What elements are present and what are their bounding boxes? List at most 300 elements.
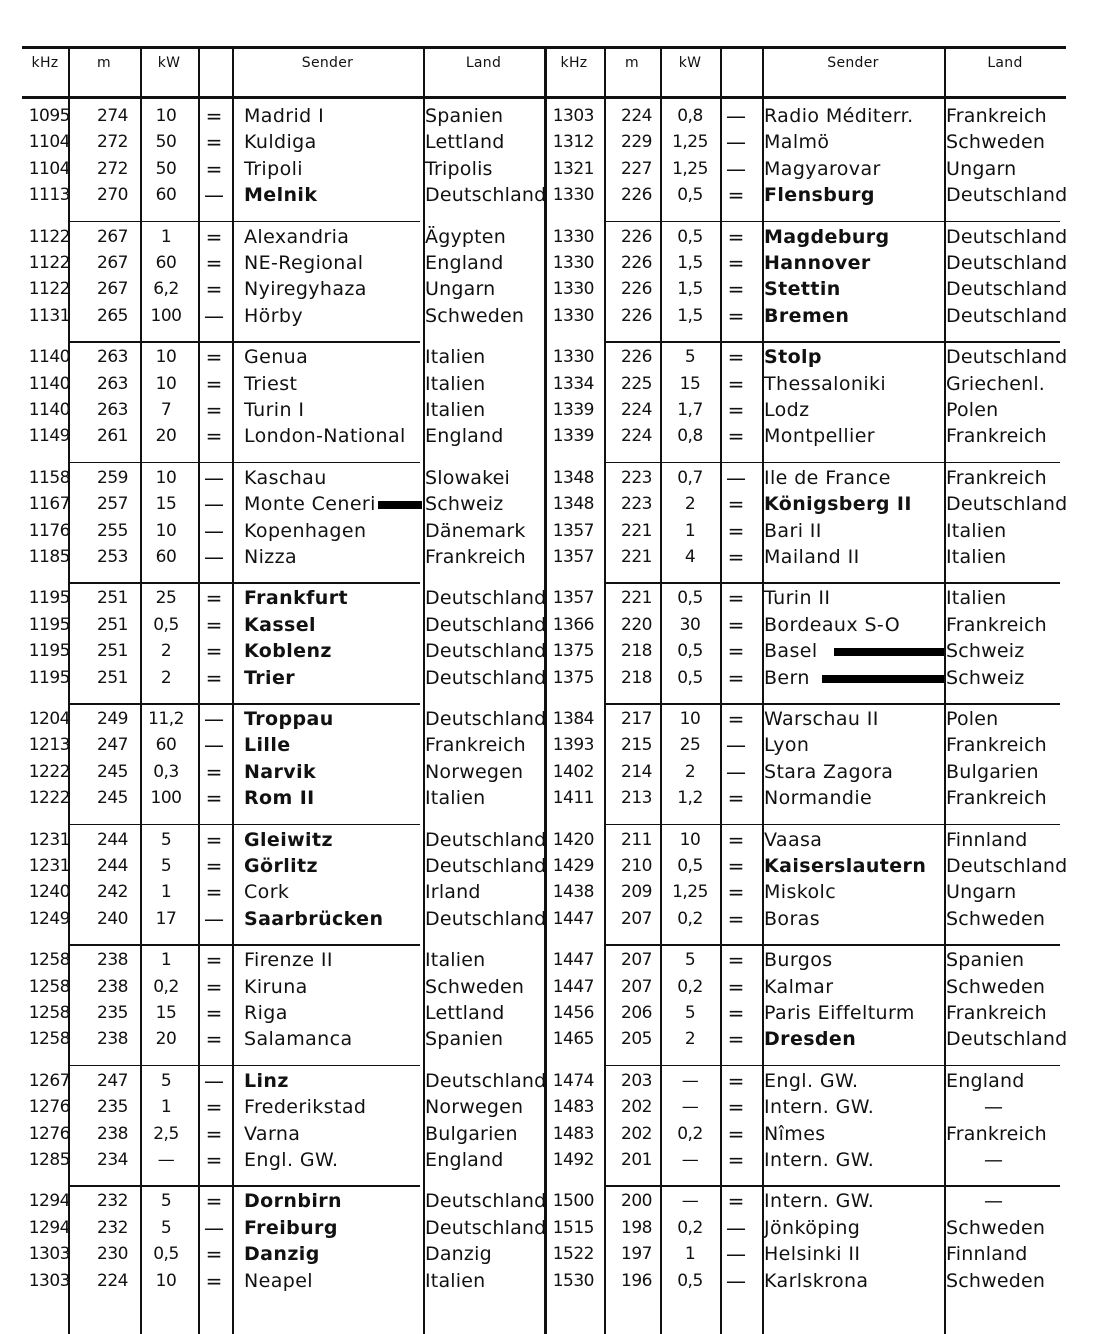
sender-name: Hörby xyxy=(244,304,304,327)
power-value: 4 xyxy=(684,547,696,567)
power-value: 0,2 xyxy=(153,976,179,997)
wavelength-value: 202 xyxy=(621,1097,652,1118)
wavelength-value: 270 xyxy=(97,185,128,206)
sync-symbol: = xyxy=(205,1001,223,1025)
power-value: 11,2 xyxy=(148,709,184,729)
khz-value: 1294 xyxy=(28,1191,70,1212)
sender-name: Engl. GW. xyxy=(244,1149,339,1171)
country-name: Tripolis xyxy=(425,157,493,180)
khz-value: 1366 xyxy=(552,614,594,635)
power-value: 5 xyxy=(684,1003,696,1023)
country-name: Deutschland xyxy=(946,278,1068,301)
country-name: England xyxy=(425,1149,504,1171)
wavelength-value: 253 xyxy=(97,547,128,567)
power-value: 5 xyxy=(684,347,696,368)
khz-value: 1213 xyxy=(28,735,70,756)
power-value: 50 xyxy=(155,132,177,153)
group-separator xyxy=(604,221,1060,223)
sender-name: Helsinki II xyxy=(764,1243,861,1266)
khz-value: 1231 xyxy=(28,856,70,876)
sync-symbol: — xyxy=(204,1215,224,1240)
khz-value: 1357 xyxy=(552,547,594,567)
country-name: Schweden xyxy=(946,1269,1046,1292)
country-name: Frankreich xyxy=(425,546,526,568)
sender-name: Warschau II xyxy=(764,708,879,730)
country-name: England xyxy=(425,252,504,274)
sync-symbol: — xyxy=(726,1242,746,1267)
group-separator xyxy=(604,462,1060,464)
country-name: Norwegen xyxy=(425,760,524,783)
wavelength-value: 217 xyxy=(621,709,652,729)
sync-symbol: = xyxy=(727,854,745,878)
sync-symbol: = xyxy=(205,827,223,852)
country-name: Schweiz xyxy=(425,493,504,516)
sender-name: Dresden xyxy=(764,1028,857,1051)
group-separator xyxy=(70,1065,420,1067)
sync-symbol: — xyxy=(204,303,224,328)
sync-symbol: = xyxy=(727,974,745,999)
sync-symbol: = xyxy=(205,612,223,637)
wavelength-value: 221 xyxy=(621,547,652,567)
wavelength-value: 238 xyxy=(97,1123,128,1144)
khz-value: 1375 xyxy=(552,667,594,688)
khz-value: 1393 xyxy=(552,735,594,756)
wavelength-value: 247 xyxy=(97,735,128,756)
country-name: Schweden xyxy=(946,131,1046,154)
sync-symbol: = xyxy=(727,545,745,569)
power-value: 0,3 xyxy=(153,761,179,782)
sender-name: Lodz xyxy=(764,399,810,421)
sync-symbol: = xyxy=(727,707,745,731)
sync-symbol: — xyxy=(204,518,224,543)
khz-value: 1330 xyxy=(552,226,594,247)
sync-symbol: = xyxy=(205,398,223,422)
power-value: 10 xyxy=(155,1270,177,1291)
sync-symbol: = xyxy=(727,398,745,422)
country-name: Italien xyxy=(425,346,486,369)
wavelength-value: 211 xyxy=(621,829,652,850)
wavelength-value: 234 xyxy=(97,1150,128,1170)
country-name: Bulgarien xyxy=(946,760,1039,783)
sync-symbol: = xyxy=(205,1027,223,1052)
khz-value: 1312 xyxy=(552,132,594,153)
group-separator xyxy=(604,944,1060,946)
country-name: Polen xyxy=(946,399,999,421)
sender-name: Malmö xyxy=(764,131,830,154)
country-name: Spanien xyxy=(425,1028,504,1051)
country-name: Italien xyxy=(946,587,1007,610)
sender-name: Königsberg II xyxy=(764,493,912,516)
wavelength-value: 257 xyxy=(97,494,128,515)
khz-value: 1411 xyxy=(552,788,594,809)
column-header-kw: kW xyxy=(678,55,702,71)
khz-value: 1420 xyxy=(552,829,594,850)
sync-symbol: — xyxy=(726,1215,746,1240)
khz-value: 1500 xyxy=(552,1191,594,1212)
group-separator xyxy=(604,1065,1060,1067)
khz-value: 1330 xyxy=(552,253,594,273)
sync-symbol: = xyxy=(727,1068,745,1093)
sync-symbol: = xyxy=(727,424,745,449)
country-name: Irland xyxy=(425,881,481,904)
wavelength-value: 251 xyxy=(97,614,128,635)
sender-name: Miskolc xyxy=(764,881,837,904)
country-name: Danzig xyxy=(425,1243,492,1266)
power-value: 50 xyxy=(155,158,177,179)
column-divider xyxy=(660,46,662,1334)
power-value: 1,25 xyxy=(672,132,708,153)
sync-symbol: = xyxy=(727,224,745,249)
power-value: 15 xyxy=(679,373,701,394)
wavelength-value: 245 xyxy=(97,788,128,809)
khz-value: 1258 xyxy=(28,976,70,997)
khz-value: 1483 xyxy=(552,1123,594,1144)
khz-value: 1330 xyxy=(552,347,594,368)
power-value: 2 xyxy=(160,667,172,688)
wavelength-value: 244 xyxy=(97,829,128,850)
sender-name: Nyiregyhaza xyxy=(244,278,367,301)
wavelength-value: 203 xyxy=(621,1070,652,1091)
highlight-bar xyxy=(378,501,422,509)
khz-value: 1158 xyxy=(28,467,70,488)
sync-symbol: = xyxy=(205,665,223,690)
power-value: 5 xyxy=(160,1070,172,1091)
power-value: 1,7 xyxy=(677,400,703,420)
column-divider xyxy=(140,46,142,1334)
sync-symbol: = xyxy=(727,1095,745,1120)
country-name: England xyxy=(425,425,504,448)
sender-name: Troppau xyxy=(244,708,334,730)
power-value: 60 xyxy=(155,185,177,206)
country-name: — xyxy=(984,1149,1004,1171)
column-header-khz: kHz xyxy=(31,55,59,71)
khz-value: 1474 xyxy=(552,1070,594,1091)
country-name: Spanien xyxy=(946,949,1025,972)
power-value: 15 xyxy=(155,494,177,515)
sender-name: Stolp xyxy=(764,346,822,369)
wavelength-value: 206 xyxy=(621,1003,652,1023)
sender-name: Montpellier xyxy=(764,425,875,448)
power-value: 25 xyxy=(155,588,177,609)
wavelength-value: 224 xyxy=(97,1270,128,1291)
sender-name: Intern. GW. xyxy=(764,1149,875,1171)
country-name: Slowakei xyxy=(425,466,511,489)
country-name: Ägypten xyxy=(425,225,506,248)
wavelength-value: 251 xyxy=(97,588,128,609)
country-name: Italien xyxy=(425,399,486,421)
sender-name: Kopenhagen xyxy=(244,519,367,542)
sender-name: Cork xyxy=(244,881,290,904)
power-value: 2,5 xyxy=(153,1123,179,1144)
power-value: 1,5 xyxy=(677,279,703,300)
khz-value: 1176 xyxy=(28,520,70,541)
power-value: 1,5 xyxy=(677,305,703,326)
sender-name: Saarbrücken xyxy=(244,907,384,930)
country-name: Lettland xyxy=(425,1002,505,1024)
group-separator xyxy=(70,824,420,826)
sync-symbol: = xyxy=(727,827,745,852)
wavelength-value: 245 xyxy=(97,761,128,782)
country-name: England xyxy=(946,1069,1025,1092)
sync-symbol: = xyxy=(727,880,745,905)
country-name: Deutschland xyxy=(946,184,1068,207)
khz-value: 1222 xyxy=(28,788,70,809)
khz-value: 1185 xyxy=(28,547,70,567)
sender-name: Stara Zagora xyxy=(764,760,894,783)
sender-name: Jönköping xyxy=(764,1216,861,1239)
column-divider xyxy=(544,46,547,1334)
power-value: 10 xyxy=(155,520,177,541)
sync-symbol: — xyxy=(204,733,224,758)
power-value: 1 xyxy=(160,1097,172,1118)
wavelength-value: 235 xyxy=(97,1097,128,1118)
wavelength-value: 200 xyxy=(621,1191,652,1212)
wavelength-value: 272 xyxy=(97,132,128,153)
khz-value: 1375 xyxy=(552,641,594,662)
sender-name: Turin I xyxy=(244,399,305,421)
sender-name: Stettin xyxy=(764,278,841,301)
sync-symbol: = xyxy=(727,251,745,275)
khz-value: 1357 xyxy=(552,588,594,609)
country-name: Frankreich xyxy=(946,425,1047,448)
sync-symbol: = xyxy=(727,1148,745,1172)
sender-name: Narvik xyxy=(244,760,317,783)
sender-name: Normandie xyxy=(764,787,873,810)
group-separator xyxy=(604,341,1060,343)
sync-symbol: — xyxy=(726,130,746,155)
wavelength-value: 220 xyxy=(621,614,652,635)
khz-value: 1249 xyxy=(28,908,70,929)
power-value: 5 xyxy=(160,1217,172,1238)
power-value: 10 xyxy=(155,467,177,488)
power-value: 30 xyxy=(679,614,701,635)
country-name: Deutschland xyxy=(946,304,1068,327)
khz-value: 1330 xyxy=(552,185,594,206)
group-separator xyxy=(70,944,420,946)
power-value: 5 xyxy=(160,829,172,850)
group-separator xyxy=(604,824,1060,826)
power-value: 60 xyxy=(155,547,177,567)
group-separator xyxy=(70,1185,420,1187)
country-name: Frankreich xyxy=(946,466,1047,489)
country-name: Bulgarien xyxy=(425,1122,518,1145)
khz-value: 1258 xyxy=(28,1029,70,1050)
khz-value: 1438 xyxy=(552,882,594,903)
wavelength-value: 249 xyxy=(97,709,128,729)
column-header-land: Land xyxy=(465,55,502,71)
highlight-bar xyxy=(822,675,944,683)
wavelength-value: 263 xyxy=(97,347,128,368)
wavelength-value: 238 xyxy=(97,1029,128,1050)
wavelength-value: 238 xyxy=(97,976,128,997)
country-name: Spanien xyxy=(425,105,504,127)
power-value: 15 xyxy=(155,1003,177,1023)
sender-name: Görlitz xyxy=(244,855,318,877)
sender-name: Kalmar xyxy=(764,975,834,998)
power-value: 0,5 xyxy=(677,667,703,688)
khz-value: 1276 xyxy=(28,1097,70,1118)
power-value: 0,5 xyxy=(677,856,703,876)
power-value: — xyxy=(681,1150,699,1170)
sender-name: Kaiserslautern xyxy=(764,855,927,877)
power-value: 60 xyxy=(155,253,177,273)
country-name: Deutschland xyxy=(425,587,547,610)
sender-name: Kassel xyxy=(244,613,316,636)
power-value: 0,5 xyxy=(677,641,703,662)
sender-name: Burgos xyxy=(764,949,833,972)
sync-symbol: = xyxy=(205,1121,223,1146)
sender-name: Bremen xyxy=(764,304,850,327)
khz-value: 1357 xyxy=(552,520,594,541)
sender-name: Bern xyxy=(764,666,810,689)
khz-value: 1140 xyxy=(28,400,70,420)
khz-value: 1447 xyxy=(552,950,594,971)
khz-value: 1384 xyxy=(552,709,594,729)
sender-name: Magdeburg xyxy=(764,225,890,248)
country-name: Ungarn xyxy=(946,881,1017,904)
power-value: 7 xyxy=(160,400,172,420)
khz-value: 1303 xyxy=(28,1270,70,1291)
power-value: 1 xyxy=(160,226,172,247)
country-name: Deutschland xyxy=(425,1190,547,1213)
wavelength-value: 267 xyxy=(97,253,128,273)
sender-name: Nîmes xyxy=(764,1122,826,1145)
country-name: Lettland xyxy=(425,131,505,154)
sender-name: Rom II xyxy=(244,787,315,810)
khz-value: 1204 xyxy=(28,709,70,729)
sender-name: Magyarovar xyxy=(764,157,881,180)
power-value: 2 xyxy=(684,1029,696,1050)
wavelength-value: 218 xyxy=(621,641,652,662)
sync-symbol: — xyxy=(726,104,746,128)
power-value: — xyxy=(681,1070,699,1091)
power-value: — xyxy=(157,1150,175,1170)
country-name: Schweden xyxy=(946,1216,1046,1239)
country-name: Schweden xyxy=(946,907,1046,930)
khz-value: 1348 xyxy=(552,467,594,488)
sync-symbol: = xyxy=(727,1001,745,1025)
sender-name: Freiburg xyxy=(244,1216,338,1239)
khz-value: 1122 xyxy=(28,253,70,273)
wavelength-value: 202 xyxy=(621,1123,652,1144)
khz-value: 1522 xyxy=(552,1244,594,1265)
sender-name: Intern. GW. xyxy=(764,1190,875,1213)
khz-value: 1104 xyxy=(28,132,70,153)
sender-name: Basel xyxy=(764,640,818,663)
khz-value: 1195 xyxy=(28,588,70,609)
khz-value: 1195 xyxy=(28,667,70,688)
group-separator xyxy=(70,582,420,584)
sender-name: Frankfurt xyxy=(244,587,348,610)
khz-value: 1321 xyxy=(552,158,594,179)
sender-name: Tripoli xyxy=(244,157,303,180)
country-name: Italien xyxy=(946,519,1007,542)
khz-value: 1330 xyxy=(552,279,594,300)
sync-symbol: = xyxy=(205,424,223,449)
khz-value: 1122 xyxy=(28,279,70,300)
sync-symbol: = xyxy=(205,974,223,999)
wavelength-value: 224 xyxy=(621,106,652,126)
sync-symbol: — xyxy=(204,707,224,731)
sender-name: Linz xyxy=(244,1069,289,1092)
sync-symbol: = xyxy=(205,156,223,181)
power-value: 10 xyxy=(155,373,177,394)
sync-symbol: = xyxy=(727,492,745,517)
country-name: Frankreich xyxy=(946,1122,1047,1145)
sync-symbol: = xyxy=(727,345,745,370)
sync-symbol: = xyxy=(205,1268,223,1293)
power-value: 20 xyxy=(155,1029,177,1050)
country-name: Deutschland xyxy=(425,184,547,207)
sender-name: Monte Ceneri xyxy=(244,493,376,516)
sync-symbol: = xyxy=(205,854,223,878)
sync-symbol: = xyxy=(727,639,745,664)
sender-name: Genua xyxy=(244,346,309,369)
power-value: 0,2 xyxy=(677,1217,703,1238)
khz-value: 1456 xyxy=(552,1003,594,1023)
wavelength-value: 259 xyxy=(97,467,128,488)
highlight-bar xyxy=(834,648,944,656)
power-value: — xyxy=(681,1191,699,1212)
sync-symbol: = xyxy=(727,948,745,973)
khz-value: 1483 xyxy=(552,1097,594,1118)
wavelength-value: 247 xyxy=(97,1070,128,1091)
wavelength-value: 242 xyxy=(97,882,128,903)
sync-symbol: = xyxy=(205,786,223,811)
wavelength-value: 272 xyxy=(97,158,128,179)
power-value: 1 xyxy=(684,520,696,541)
country-name: Ungarn xyxy=(425,278,496,301)
column-divider xyxy=(198,46,200,1334)
power-value: 60 xyxy=(155,735,177,756)
column-header-sender: Sender xyxy=(301,55,354,71)
group-separator xyxy=(70,703,420,705)
power-value: 2 xyxy=(160,641,172,662)
khz-value: 1167 xyxy=(28,494,70,515)
country-name: Schweiz xyxy=(946,666,1025,689)
power-value: 0,5 xyxy=(677,588,703,609)
column-header-kw: kW xyxy=(157,55,181,71)
wavelength-value: 224 xyxy=(621,426,652,447)
khz-value: 1294 xyxy=(28,1217,70,1238)
wavelength-value: 223 xyxy=(621,467,652,488)
country-name: Griechenl. xyxy=(946,372,1046,395)
khz-value: 1231 xyxy=(28,829,70,850)
country-name: Deutschland xyxy=(946,252,1068,274)
wavelength-value: 240 xyxy=(97,908,128,929)
power-value: 1 xyxy=(684,1244,696,1265)
khz-value: 1330 xyxy=(552,305,594,326)
group-separator xyxy=(604,1185,1060,1187)
khz-value: 1195 xyxy=(28,614,70,635)
power-value: 0,2 xyxy=(677,908,703,929)
wavelength-value: 230 xyxy=(97,1244,128,1265)
wavelength-value: 214 xyxy=(621,761,652,782)
wavelength-value: 267 xyxy=(97,279,128,300)
power-value: 0,8 xyxy=(677,426,703,447)
khz-value: 1339 xyxy=(552,400,594,420)
wavelength-value: 235 xyxy=(97,1003,128,1023)
wavelength-value: 229 xyxy=(621,132,652,153)
khz-value: 1095 xyxy=(28,106,70,126)
power-value: — xyxy=(681,1097,699,1118)
wavelength-value: 210 xyxy=(621,856,652,876)
sync-symbol: = xyxy=(727,518,745,543)
country-name: Deutschland xyxy=(425,613,547,636)
sender-name: Vaasa xyxy=(764,828,823,851)
sync-symbol: = xyxy=(205,104,223,128)
khz-value: 1140 xyxy=(28,373,70,394)
